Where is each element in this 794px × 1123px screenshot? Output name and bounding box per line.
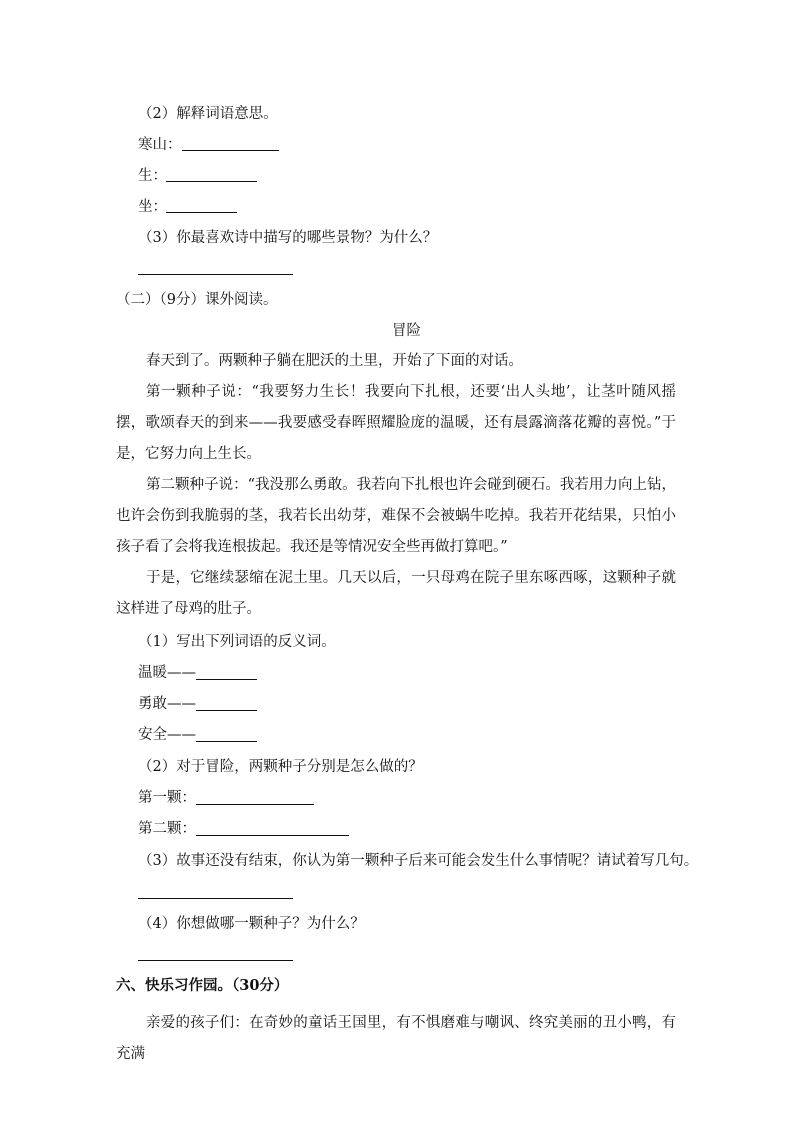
story-paragraph-4: 于是，它继续瑟缩在泥土里。几天以后，一只母鸡在院子里东啄西啄，这颗种子就这样进了母鸡的肚子。: [116, 570, 676, 617]
answer-blank-antonym-1[interactable]: [196, 679, 257, 680]
seed-1-label: 第一颗：: [138, 790, 196, 806]
story-paragraph-2: 第一颗种子说：“我要努力生长！我要向下扎根，还要‘出人头地’，让茎叶随风摇摆，歌颂春天的到来——我要感受春晖照耀脸庞的温暖，还有晨露滴落花瓣的喜悦。”于是，它努力向上生长。: [116, 384, 676, 462]
reading-question-2: （2）对于冒险，两颗种子分别是怎么做的？: [138, 759, 423, 775]
reading-question-1: （1）写出下列词语的反义词。: [138, 634, 336, 650]
answer-blank-hanshan[interactable]: [182, 150, 279, 151]
term-sheng-label: 生：: [138, 168, 167, 184]
answer-blank-poem-q3[interactable]: [138, 274, 293, 275]
story-paragraph-3: 第二颗种子说：“我没那么勇敢。我若向下扎根也许会碰到硬石。我若用力向上钻，也许会伤到我脆弱的茎，我若长出幼芽，难保不会被蜗牛吃掉。我若开花结果，只怕小孩子看了会将我连根拔起。我还是等情况安全些再做打算吧。”: [116, 477, 676, 555]
poem-question-2: （2）解释词语意思。: [138, 106, 278, 122]
story-title: 冒险: [392, 323, 421, 339]
antonym-2-label: 勇敢——: [138, 696, 196, 712]
answer-blank-reading-q3[interactable]: [138, 898, 293, 899]
antonym-3-label: 安全——: [138, 727, 196, 743]
reading-question-3: （3）故事还没有结束，你认为第一颗种子后来可能会发生什么事情呢？请试着写几句。: [138, 853, 699, 869]
answer-blank-seed-1[interactable]: [196, 804, 314, 805]
answer-blank-zuo[interactable]: [166, 212, 237, 213]
reading-question-4: （4）你想做哪一颗种子？为什么？: [138, 916, 365, 932]
antonym-1-label: 温暖——: [138, 665, 196, 681]
poem-question-3: （3）你最喜欢诗中描写的哪些景物？为什么？: [138, 230, 438, 246]
seed-2-label: 第二颗：: [138, 821, 196, 837]
answer-blank-antonym-2[interactable]: [196, 710, 257, 711]
composition-heading: 六、快乐习作园。（30分）: [116, 977, 289, 994]
composition-intro: 亲爱的孩子们：在奇妙的童话王国里，有不惧磨难与嘲讽、终究美丽的丑小鸭，有充满: [116, 1015, 676, 1062]
story-paragraph-1: 春天到了。两颗种子躺在肥沃的土里，开始了下面的对话。: [146, 353, 523, 369]
reading-heading: （二）（9分）课外阅读。: [116, 292, 278, 308]
answer-blank-sheng[interactable]: [166, 181, 257, 182]
answer-blank-seed-2[interactable]: [196, 835, 349, 836]
term-hanshan-label: 寒山：: [138, 137, 182, 153]
term-zuo-label: 坐：: [138, 199, 167, 215]
answer-blank-reading-q4[interactable]: [138, 960, 293, 961]
answer-blank-antonym-3[interactable]: [196, 741, 257, 742]
